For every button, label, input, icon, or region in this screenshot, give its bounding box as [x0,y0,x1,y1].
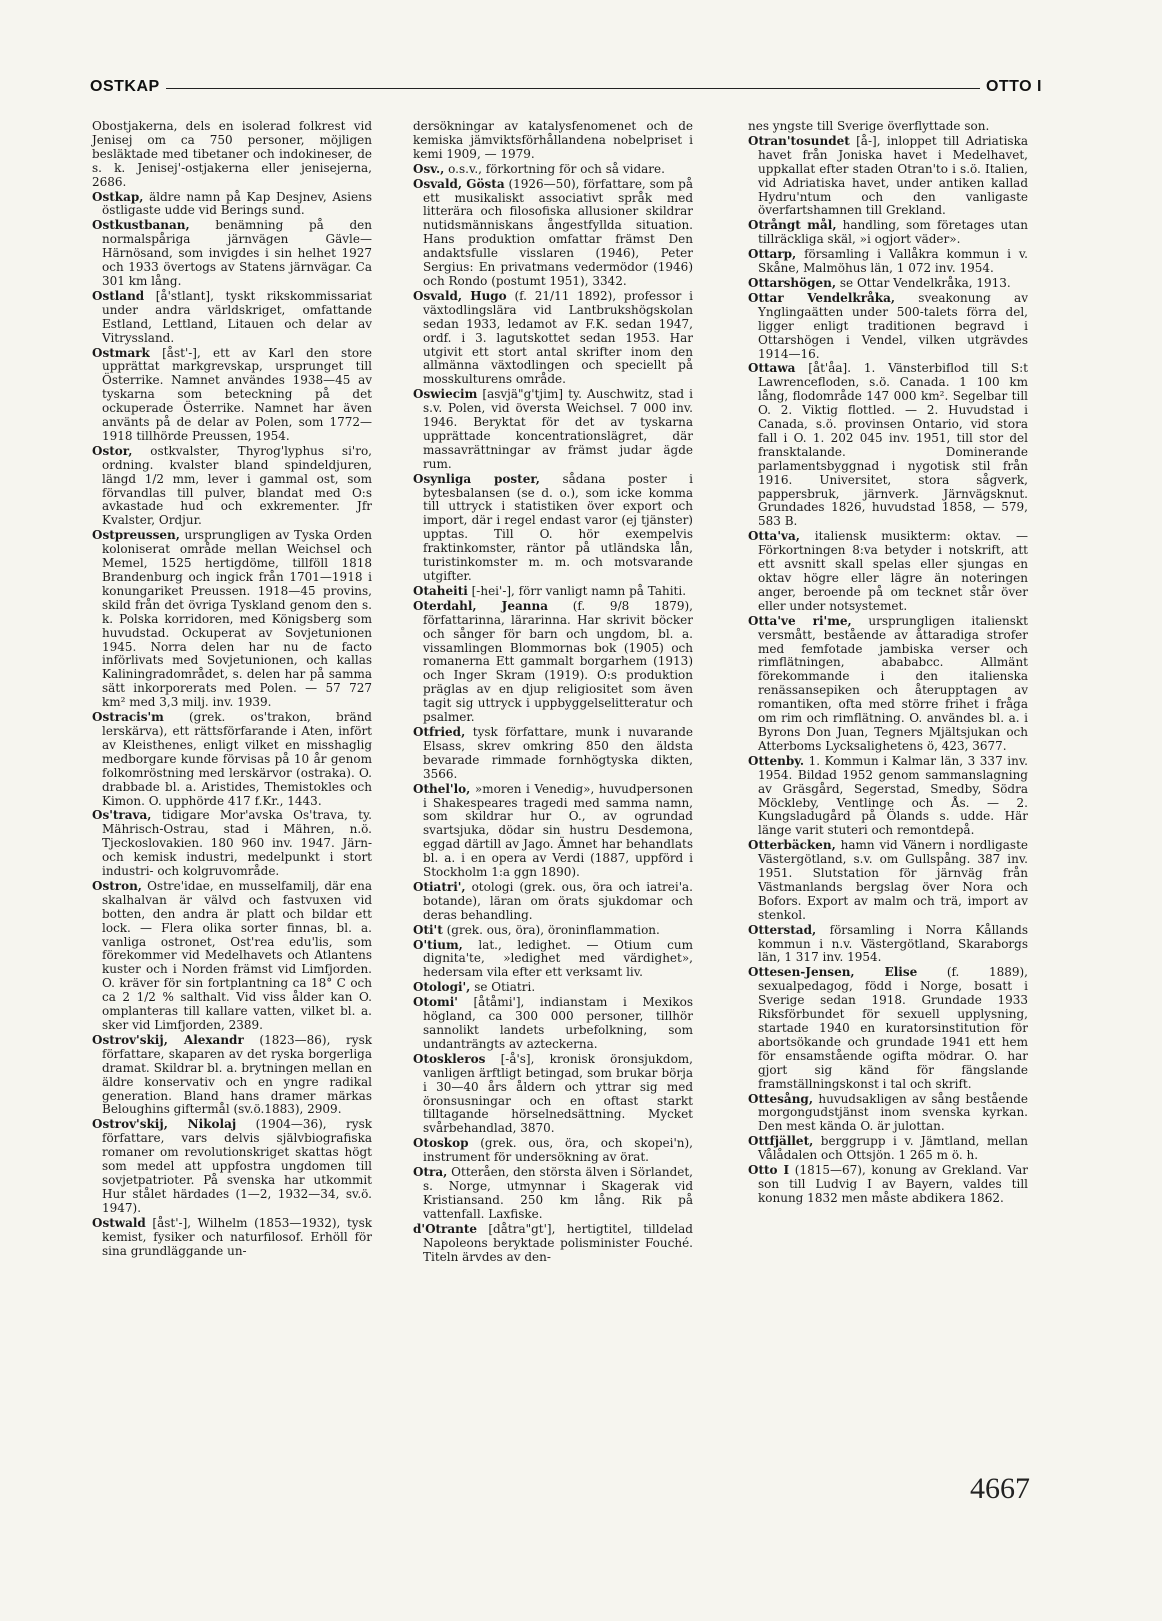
entry-text: Ostre'idae, en musselfamilj, där ena skalhalvan är välvd och fastvuxen vid botten, den andra är platt och bildar ett lock. — Flera olika sorter finnas, bl. a. vanliga ostronet, Ost'rea edu'lis, som förekommer vid Medelhavets och Atlantens kuster och i Norden främst vid Limfjorden. O. kräver för sin fortplantning ca 18° C och ca 2 1/2 % salthalt. Vid viss ålder kan O. omplanteras till kallare vatten, vilket bl. a. sker vid Limfjorden, 2389. [102,878,372,1032]
dictionary-entry [92,529,372,710]
entry-headword: Osynliga poster, [413,471,540,486]
dictionary-entry [748,120,1028,134]
entry-headword: Ottarshögen, [748,275,837,290]
entry-headword: Otoskop [413,1136,469,1151]
entry-headword: Ostwald [92,1215,146,1230]
entry-text: benämning på den normalspåriga järnvägen Gävle—Härnösand, som invigdes i sin helhet 1927 och 1933 övertogs av Statens järnvägar. Ca 301 km lång. [102,218,372,288]
entry-headword: Ostkustbanan, [92,218,190,233]
entry-text: hamn vid Vänern i nordligaste Västergötland, s.v. om Gullspång. 387 inv. 1951. Slutstation för järnväg från Västmanlands bergslag över Nora och Bofors. Export av malm och trä, import av stenkol. [758,838,1028,922]
entry-text: lat., ledighet. — Otium cum dignita'te, »ledighet med värdighet», hedersam vila efter ett verksamt liv. [423,937,693,980]
entry-headword: Ottesen-Jensen, Elise [748,965,918,980]
entry-headword: Othel'lo, [413,781,471,796]
text-column-2 [413,120,693,1265]
dictionary-entry [413,783,693,880]
entry-text: nes yngste till Sverige överflyttade son. [748,119,990,133]
entry-headword: Ottfjället, [748,1134,814,1149]
dictionary-entry [413,939,693,981]
dictionary-entry [413,881,693,923]
entry-text: (grek. os'trakon, bränd lerskärva), ett rättsförfarande i Aten, infört av Kleisthenes, enligt vilket en misshaglig medborgare kunde förvisas på 10 år genom folkomröstning med lerskärvor (ostraka). O. drabbade bl. a. Aristides, Themistokles och Kimon. O. upphörde 417 f.Kr., 1443. [102,710,372,808]
entry-headword: Ostron, [92,878,142,893]
entry-text: (1815—67), konung av Grekland. Var son till Ludvig I av Bayern, valdes till konung 1832 men måste abdikera 1862. [758,1163,1028,1205]
entry-headword: Otto I [748,1163,790,1178]
dictionary-entry [413,1053,693,1136]
entry-headword: Osvald, Gösta [413,176,505,191]
dictionary-entry [413,1166,693,1222]
dictionary-entry [748,1135,1028,1163]
entry-headword: Ostkap, [92,189,144,204]
entry-text: dersökningar av katalysfenomenet och de kemiska jämviktsförhållandena nobelpriset i kemi 1909, — 1979. [413,119,693,161]
entry-headword: Ottenby. [748,753,805,768]
dictionary-entry [92,1034,372,1117]
entry-text: [å'stlant], tyskt rikskommissariat under andra världskriget, omfattande Estland, Lettland, Litauen och delar av Vitryssland. [102,288,372,345]
entry-text: sveakonung av Ynglingaätten under 500-talets förra del, ligger enligt traditionen begravd i Ottarshögen i Vendel, vilken utgrävdes 1914—16. [758,290,1028,361]
dictionary-entry [92,809,372,879]
running-head [90,78,1042,100]
entry-text: huvudsakligen av sång bestående morgongudstjänst inom svenska kyrkan. Den mest kända O. är julottan. [758,1091,1028,1134]
dictionary-entry [748,219,1028,247]
entry-text: [åst'-], Wilhelm (1853—1932), tysk kemist, fysiker och naturfilosof. Erhöll för sina grundläggande un- [102,1215,372,1258]
dictionary-entry [413,388,693,471]
dictionary-entry [748,530,1028,613]
header-left-guide-word: OSTKAP [90,78,166,96]
entry-headword: O'tium, [413,937,463,952]
entry-text: (1926—50), författare, som på ett musikaliskt associativt språk med litterära och filosofiska allusioner skildrar nutidsmänniskans ångestfyllda situation. Hans produktion omfattar främst Den andaktsfulle visslaren (1946), Peter Sergius: En privatmans vedermödor (1946) och Rondo (postumt 1951), 3342. [423,176,694,288]
dictionary-entry [92,445,372,528]
dictionary-entry [413,726,693,782]
entry-headword: Oti't [413,922,443,937]
entry-headword: Osvald, Hugo [413,288,507,303]
entry-text: (grek. ous, öra, och skopei'n), instrument för undersökning av örat. [423,1136,693,1165]
entry-headword: Oswiecim [413,387,478,402]
entry-headword: Ostmark [92,345,150,360]
dictionary-entry [413,585,693,599]
dictionary-entry [92,219,372,289]
entry-text: församling i Norra Kållands kommun i n.v. Västergötland, Skaraborgs län, 1 317 inv. 1954. [758,922,1028,965]
dictionary-entry [748,362,1028,529]
entry-headword: Otran'tosundet [748,133,850,148]
dictionary-entry [413,600,693,725]
dictionary-entry [92,880,372,1033]
dictionary-entry [92,711,372,808]
entry-text: (f. 9/8 1879), författarinna, lärarinna. Har skrivit böcker och sånger för barn och ungdom, bl. a. vissamlingen Blommornas bok (1905) och romanerna Ett gammalt borgarhem (1913) och Inger Skram (1919). O:s produktion präglas av en djup religiositet som även tagit sig uttryck i uppbyggelselitteratur och psalmer. [423,598,693,725]
dictionary-entry [92,120,372,190]
entry-text: Otteråen, den största älven i Sörlandet, s. Norge, utmynnar i Skagerak vid Kristiansand. 250 km lång. Rik på vattenfall. Laxfiske. [423,1165,693,1221]
entry-text: se Otiatri. [470,980,536,995]
entry-headword: Ostracis'm [92,710,164,725]
entry-headword: Otterbäcken, [748,838,836,853]
entry-headword: Otta'va, [748,529,800,544]
entry-headword: Ostrov'skij, Alexandr [92,1032,244,1047]
entry-text: ursprungligen italienskt versmått, bestående av åttaradiga strofer med femfotade jambiska verser och rimflätningen, abababcc. Allmänt förekommande i den italienska renässansepiken och återupptagen av romantiken, ofta med större frihet i fråga om rim och rimflätning. O. användes bl. a. i Byrons Don Juan, Tegners Mjältsjukan och Atterboms Lycksalighetens ö, 423, 3677. [758,613,1028,753]
entry-headword: Osv., [413,161,445,176]
entry-text: tidigare Mor'avska Os'trava, ty. Mährisch-Ostrau, stad i Mähren, n.ö. Tjeckoslovakien. 180 960 inv. 1947. Järn- och kemisk industri, medelpunkt i stort industri- och kolgruvområde. [102,808,372,879]
entry-text: [-hei'-], förr vanligt namn på Tahiti. [467,583,687,598]
entry-text: [å-], inloppet till Adriatiska havet från Joniska havet i Medelhavet, uppkallat efter staden Otran'to i s.ö. Italien, vid Adriatiska havet, under antiken kallad Hydru'ntum och den vanligaste överfartshamnen till Grekland. [758,133,1028,218]
entry-text: (1823—86), rysk författare, skaparen av det ryska borgerliga dramat. Skildrar bl. a. brytningen mellan en äldre konservativ och en yngre radikal generation. Bland hans dramer märkas Beloughins giftermål (sv.ö.1883), 2909. [102,1032,373,1117]
page-number: 4667 [970,1472,1030,1505]
entry-headword: Ottarp, [748,247,797,262]
dictionary-entry [748,248,1028,276]
dictionary-entry [748,924,1028,966]
dictionary-entry [92,1217,372,1259]
dictionary-entry [413,163,693,177]
dictionary-entry [748,1164,1028,1206]
entry-text: församling i Vallåkra kommun i v. Skåne, Malmöhus län, 1 072 inv. 1954. [758,247,1028,276]
entry-text: (f. 1889), sexualpedagog, född i Norge, bosatt i Sverige sedan 1918. Grundade 1933 Riksförbundet för sexuell upplysning, startade 1940 en kuratorsinstitution för abortsökande och grundade 1941 ett hem för ensamstående ogifta mödrar. O. har gjort sig känd för fängslande framställningskonst i tal och skrift. [758,965,1028,1091]
entry-headword: Ottesång, [748,1091,813,1106]
entry-text: berggrupp i v. Jämtland, mellan Vålådalen och Ottsjön. 1 265 m ö. h. [758,1134,1028,1163]
entry-text: 1. Kommun i Kalmar län, 3 337 inv. 1954. Bildad 1952 genom sammanslagning av Gräsgård, Segerstad, Smedby, Södra Möckleby, Ventlinge och Ås. — 2. Kungsladugård på Ölands s. udde. Här länge varit stuteri och remontdepå. [758,753,1028,838]
entry-text: (f. 21/11 1892), professor i växtodlingslära vid Lantbrukshögskolan sedan 1933, ledamot av F.K. sedan 1947, ordf. i 3. lagutskottet sedan 1953. Har utgivit ett stort antal skrifter inom den allmänna växtodlingen och speciellt på mosskulturens område. [423,288,694,387]
entry-text: [asvjä"g'tjim] ty. Auschwitz, stad i s.v. Polen, vid översta Weichsel. 7 000 inv. 1946. Beryktat för det av tyskarna upprättade koncentrationslägret, där massavrättningar av främst judar ägde rum. [423,387,693,471]
dictionary-entry [413,120,693,162]
dictionary-entry [748,292,1028,362]
entry-headword: Ostpreussen, [92,528,180,543]
entry-text: [åt'åa]. 1. Vänsterbiflod till S:t Lawrencefloden, s.ö. Canada. 1 100 km lång, flodområde 147 000 km². Segelbar till O. 2. Viktig flottled. — 2. Huvudstad i Canada, s.ö. provinsen Ontario, vid stora fall i O. 1. 202 045 inv. 1951, till stor del fransktalande. Dominerande parlamentsbyggnad i nygotisk stil från 1916. Universitet, stora sågverk, pappersbruk, järnverk. Järnvägsknut. Grundades 1826, huvudstad 1858, — 579, 583 B. [758,361,1028,529]
entry-headword: Ottawa [748,361,796,376]
dictionary-entry [748,277,1028,291]
entry-headword: Otrångt mål, [748,218,837,233]
entry-text: [dåtra"gt'], hertigtitel, tilldelad Napoleons beryktade polisminister Fouché. Titeln ärvdes av den- [423,1221,693,1264]
dictionary-entry [92,1118,372,1215]
entry-text: handling, som företages utan tillräckliga skäl, »i ogjort väder». [758,218,1028,247]
entry-headword: Ottar Vendelkråka, [748,290,896,305]
entry-headword: d'Otrante [413,1221,478,1236]
dictionary-entry [413,996,693,1052]
entry-text: sådana poster i bytesbalansen (se d. o.), som icke komma till uttryck i statistiken över export och import, där i regel endast varor (ej tjänster) upptas. Till O. hör exempelvis fraktinkomster, räntor på utländska lån, turistinkomster m. m. och motsvarande utgifter. [423,471,693,583]
entry-text: ursprungligen av Tyska Orden koloniserat område mellan Weichsel och Memel, 1525 hertigdöme, tillföll 1818 Brandenburg och ingick från 1701—1918 i konungariket Preussen. 1918—45 provins, skild från det övriga Tyskland genom den s. k. Polska korridoren, med Königsberg som huvudstad. Ockuperat av Sovjetunionen 1945. Norra delen har nu de facto införlivats med Sovjetunionen, och kallas Kaliningradområdet, s. delen har på samma sätt inkorporerats med Polen. — 57 727 km² med 3,3 milj. inv. 1939. [102,528,372,710]
entry-text: [åst'-], ett av Karl den store upprättat markgrevskap, ursprunget till Österrike. Namnet användes 1938—45 av tyskarna som beteckning på det ockuperade Österrike. Namnet har även använts på de delar av Polen, som 1772—1918 tillhörde Preussen, 1954. [102,345,372,443]
dictionary-entry [413,473,693,584]
entry-text: »moren i Venedig», huvudpersonen i Shakespeares tragedi med samma namn, som skildrar hur O., av ogrundad svartsjuka, dödar sin hustru Desdemona, eggad därtill av Jago. Ämnet har behandlats bl. a. i en opera av Verdi (1887, uppförd i Stockholm 1:a ggn 1890). [423,781,693,880]
entry-text: ostkvalster, Thyrog'lyphus si'ro, ordning. kvalster bland spindeldjuren, längd 1/2 mm, lever i gammal ost, som förvandlas till pulver, blandat med O:s avkastade hud och exkrementer. Jfr Kvalster, Ordjur. [102,443,372,528]
dictionary-entry [748,839,1028,922]
dictionary-entry [413,924,693,938]
dictionary-entry [92,347,372,444]
dictionary-entry [748,1093,1028,1135]
dictionary-entry [748,966,1028,1091]
entry-text: se Ottar Vendelkråka, 1913. [836,275,1011,290]
entry-text: otologi (grek. ous, öra och iatrei'a. botande), läran om örats sjukdomar och deras behandling. [423,879,693,922]
dictionary-entry [748,755,1028,838]
dictionary-entry [748,615,1028,754]
entry-text: Obostjakerna, dels en isolerad folkrest vid Jenisej om ca 750 personer, möjligen besläktade med tibetaner och indokineser, de s. k. Jenisej'-ostjakerna eller jenisejerna, 2686. [92,119,372,189]
dictionary-entry [413,1137,693,1165]
text-column-3 [748,120,1028,1207]
entry-headword: Ostor, [92,443,133,458]
dictionary-entry [92,290,372,346]
dictionary-entry [413,1223,693,1265]
dictionary-entry [748,135,1028,218]
entry-headword: Otomi' [413,995,458,1010]
entry-text: italiensk musikterm: oktav. — Förkortningen 8:va betyder i notskrift, att ett avsnitt skall spelas eller sjungas en oktav högre eller lägre än noteringen anger, beroende på om tecknet står över eller under notsystemet. [758,529,1028,613]
entry-text: [åtåmi'], indianstam i Mexikos högland, ca 300 000 personer, tillhör sannolikt landets urbefolkning, som undanträngts av azteckerna. [423,995,693,1051]
entry-headword: Otoskleros [413,1051,486,1066]
entry-headword: Otiatri', [413,879,466,894]
entry-headword: Oterdahl, Jeanna [413,598,548,613]
entry-text: [-å's], kronisk öronsjukdom, vanligen ärftligt betingad, som brukar börja i 30—40 års åldern och yttrar sig med öronsusningar och en oftast starkt tilltagande hörselnedsättning. Mycket svårbehandlad, 3870. [423,1051,693,1136]
entry-text: (grek. ous, öra), öroninflammation. [442,922,660,937]
entry-headword: Otta've ri'me, [748,613,852,628]
entry-text: (1904—36), rysk författare, vars delvis självbiografiska romaner om revolutionskriget skattas högt som medel att uppfostra ungdomen till sovjetpatrioter. På svenska har utkommit Hur stålet härdades (1—2, 1932—34, sv.ö. 1947). [102,1117,373,1215]
entry-headword: Ostland [92,288,145,303]
text-column-1 [92,120,372,1259]
entry-headword: Otterstad, [748,922,817,937]
entry-headword: Ostrov'skij, Nikolaj [92,1117,237,1132]
entry-headword: Otologi', [413,980,471,995]
dictionary-entry [413,290,693,387]
entry-headword: Os'trava, [92,808,152,823]
entry-headword: Otfried, [413,724,466,739]
header-right-guide-word: OTTO I [980,78,1042,96]
entry-headword: Otaheiti [413,583,468,598]
dictionary-entry [92,191,372,219]
dictionary-entry [413,981,693,995]
dictionary-entry [413,178,693,289]
entry-text: o.s.v., förkortning för och så vidare. [444,161,665,176]
header-rule [90,88,1042,89]
entry-text: äldre namn på Kap Desjnev, Asiens östligaste udde vid Berings sund. [102,189,372,218]
entry-headword: Otra, [413,1165,448,1180]
entry-text: tysk författare, munk i nuvarande Elsass, skrev omkring 850 den äldsta bevarade rimmade fornhögtyska dikten, 3566. [423,724,693,781]
